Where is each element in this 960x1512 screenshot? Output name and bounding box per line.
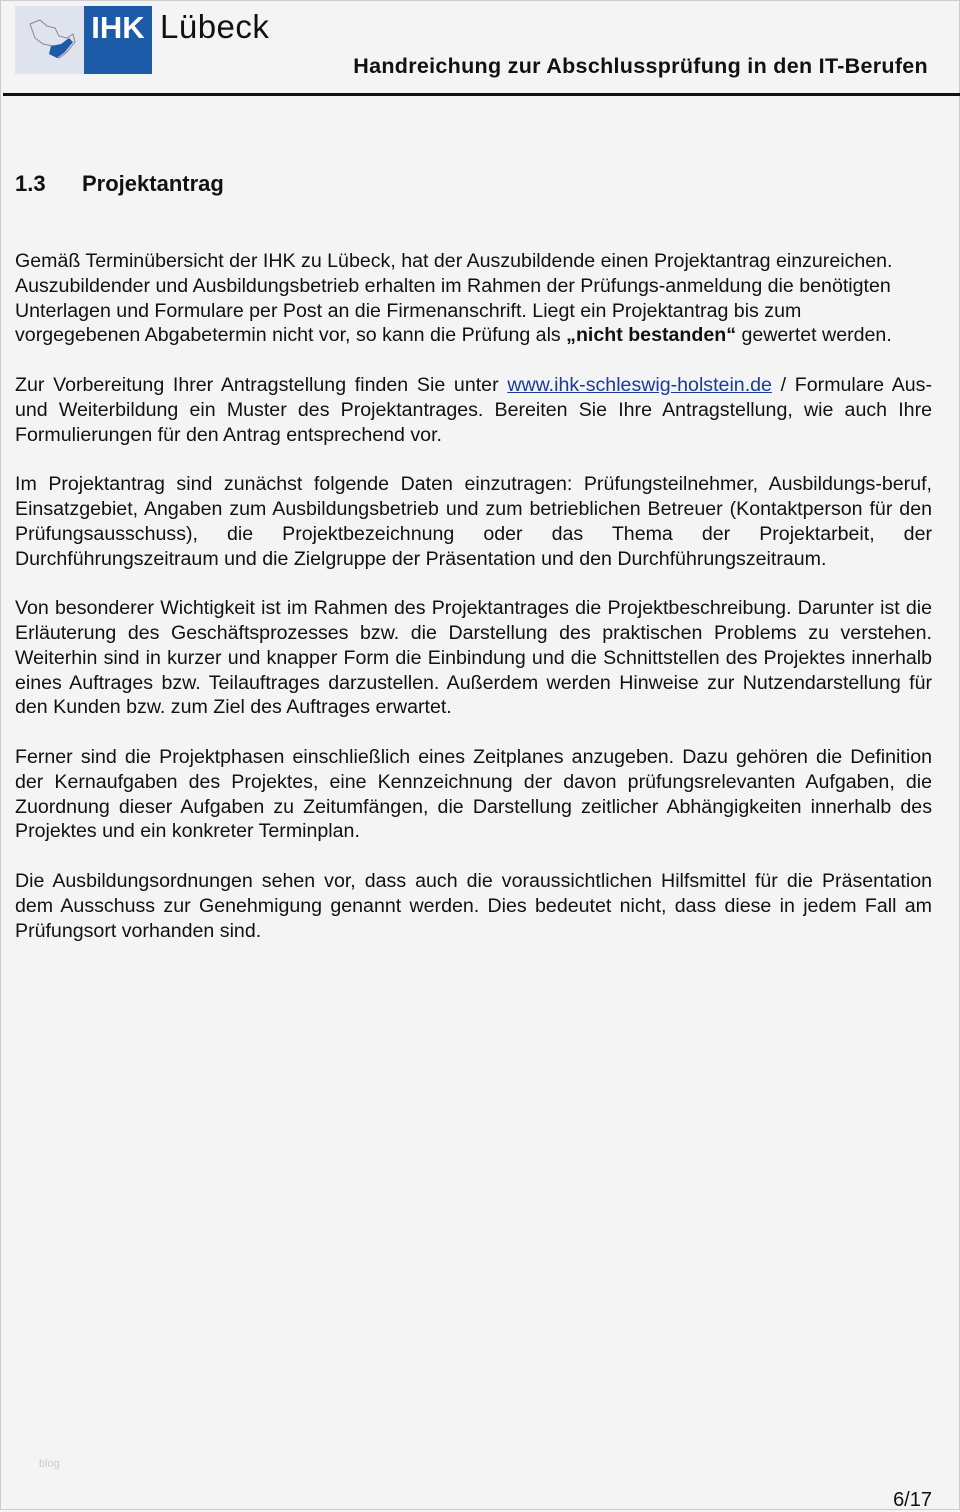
- p1-text: Gemäß Terminübersicht der IHK zu Lübeck, hat der Auszubildende einen Projektantrag einzureichen. Auszubildender und Ausbildungsbetrieb erhalten im Rahmen der Prüfungs-anmeldung die benötigten Unterlagen und Formulare per Post an die Firmenanschrift. Liegt ein Projektantrag bis zum vorgegebenen Abgabetermin nicht vor, so kann die Prüfung als: [15, 250, 893, 347]
- ihk-logo: [15, 6, 152, 74]
- document-title: Handreichung zur Abschlussprüfung in den IT-Berufen: [353, 54, 928, 78]
- paragraph-1: [15, 249, 932, 348]
- ihk-website-link[interactable]: www.ihk-schleswig-holstein.de: [507, 373, 772, 396]
- section-number: 1.3: [15, 171, 46, 196]
- paragraph-2: [15, 373, 932, 447]
- logo-abbr: IHK: [84, 6, 152, 74]
- body-text: [15, 249, 932, 968]
- paragraph-5: Ferner sind die Projektphasen einschließlich eines Zeitplanes anzugeben. Dazu gehören die Definition der Kernaufgaben des Projektes, eine Kennzeichnung der davon prüfungsrelevanten Aufgaben, die Zuordnung dieser Aufgaben zu Zeitumfängen, die Darstellung zeitlicher Abhängigkeiten innerhalb des Projektes und ein konkreter Terminplan.: [15, 745, 932, 843]
- paragraph-3: Im Projektantrag sind zunächst folgende Daten einzutragen: Prüfungsteilnehmer, Ausbildungs-beruf, Einsatzgebiet, Angaben zum Ausbildungsbetrieb und zum betrieblichen Betreuer (Kontaktperson für den Prüfungsausschuss), die Projektbezeichnung oder das Thema der Projektarbeit, der Durchführungszeitraum und die Zielgruppe der Präsentation und den Durchführungszeitraum.: [15, 473, 932, 570]
- paragraph-4: Von besonderer Wichtigkeit ist im Rahmen des Projektantrages die Projektbeschreibung. Darunter ist die Erläuterung des Geschäftsprozesses bzw. die Darstellung des praktischen Problems zu verstehen. Weiterhin sind in kurzer und knapper Form die Einbindung und die Schnittstellen des Projektes innerhalb eines Auftrages bzw. Teilauftrages darzustellen. Außerdem werden Hinweise zur Nutzendarstellung für den Kunden bzw. zum Ziel des Auftrages erwartet.: [15, 597, 932, 719]
- watermark: blog: [39, 1458, 60, 1470]
- map-icon: [25, 16, 80, 66]
- p1-bold: „nicht bestanden“: [566, 324, 737, 347]
- p2-tail: / Formulare Aus- und Weiterbildung ein Muster des Projektantrages. Bereiten Sie Ihre Antragstellung, wie auch Ihre Formulierungen für den Antrag entsprechend vor.: [15, 373, 932, 446]
- p1-tail: gewertet werden.: [736, 324, 892, 347]
- logo-city: Lübeck: [160, 8, 270, 45]
- section-heading: [15, 171, 224, 197]
- section-title: Projektantrag: [82, 171, 224, 196]
- header-rule: [3, 93, 960, 96]
- p2-text: Zur Vorbereitung Ihrer Antragstellung finden Sie unter: [15, 373, 508, 396]
- paragraph-6: Die Ausbildungsordnungen sehen vor, dass auch die voraussichtlichen Hilfsmittel für die Präsentation dem Ausschuss zur Genehmigung genannt werden. Dies bedeutet nicht, dass diese in jedem Fall am Prüfungsort vorhanden sind.: [15, 869, 932, 942]
- page-number: 6/17: [893, 1489, 932, 1511]
